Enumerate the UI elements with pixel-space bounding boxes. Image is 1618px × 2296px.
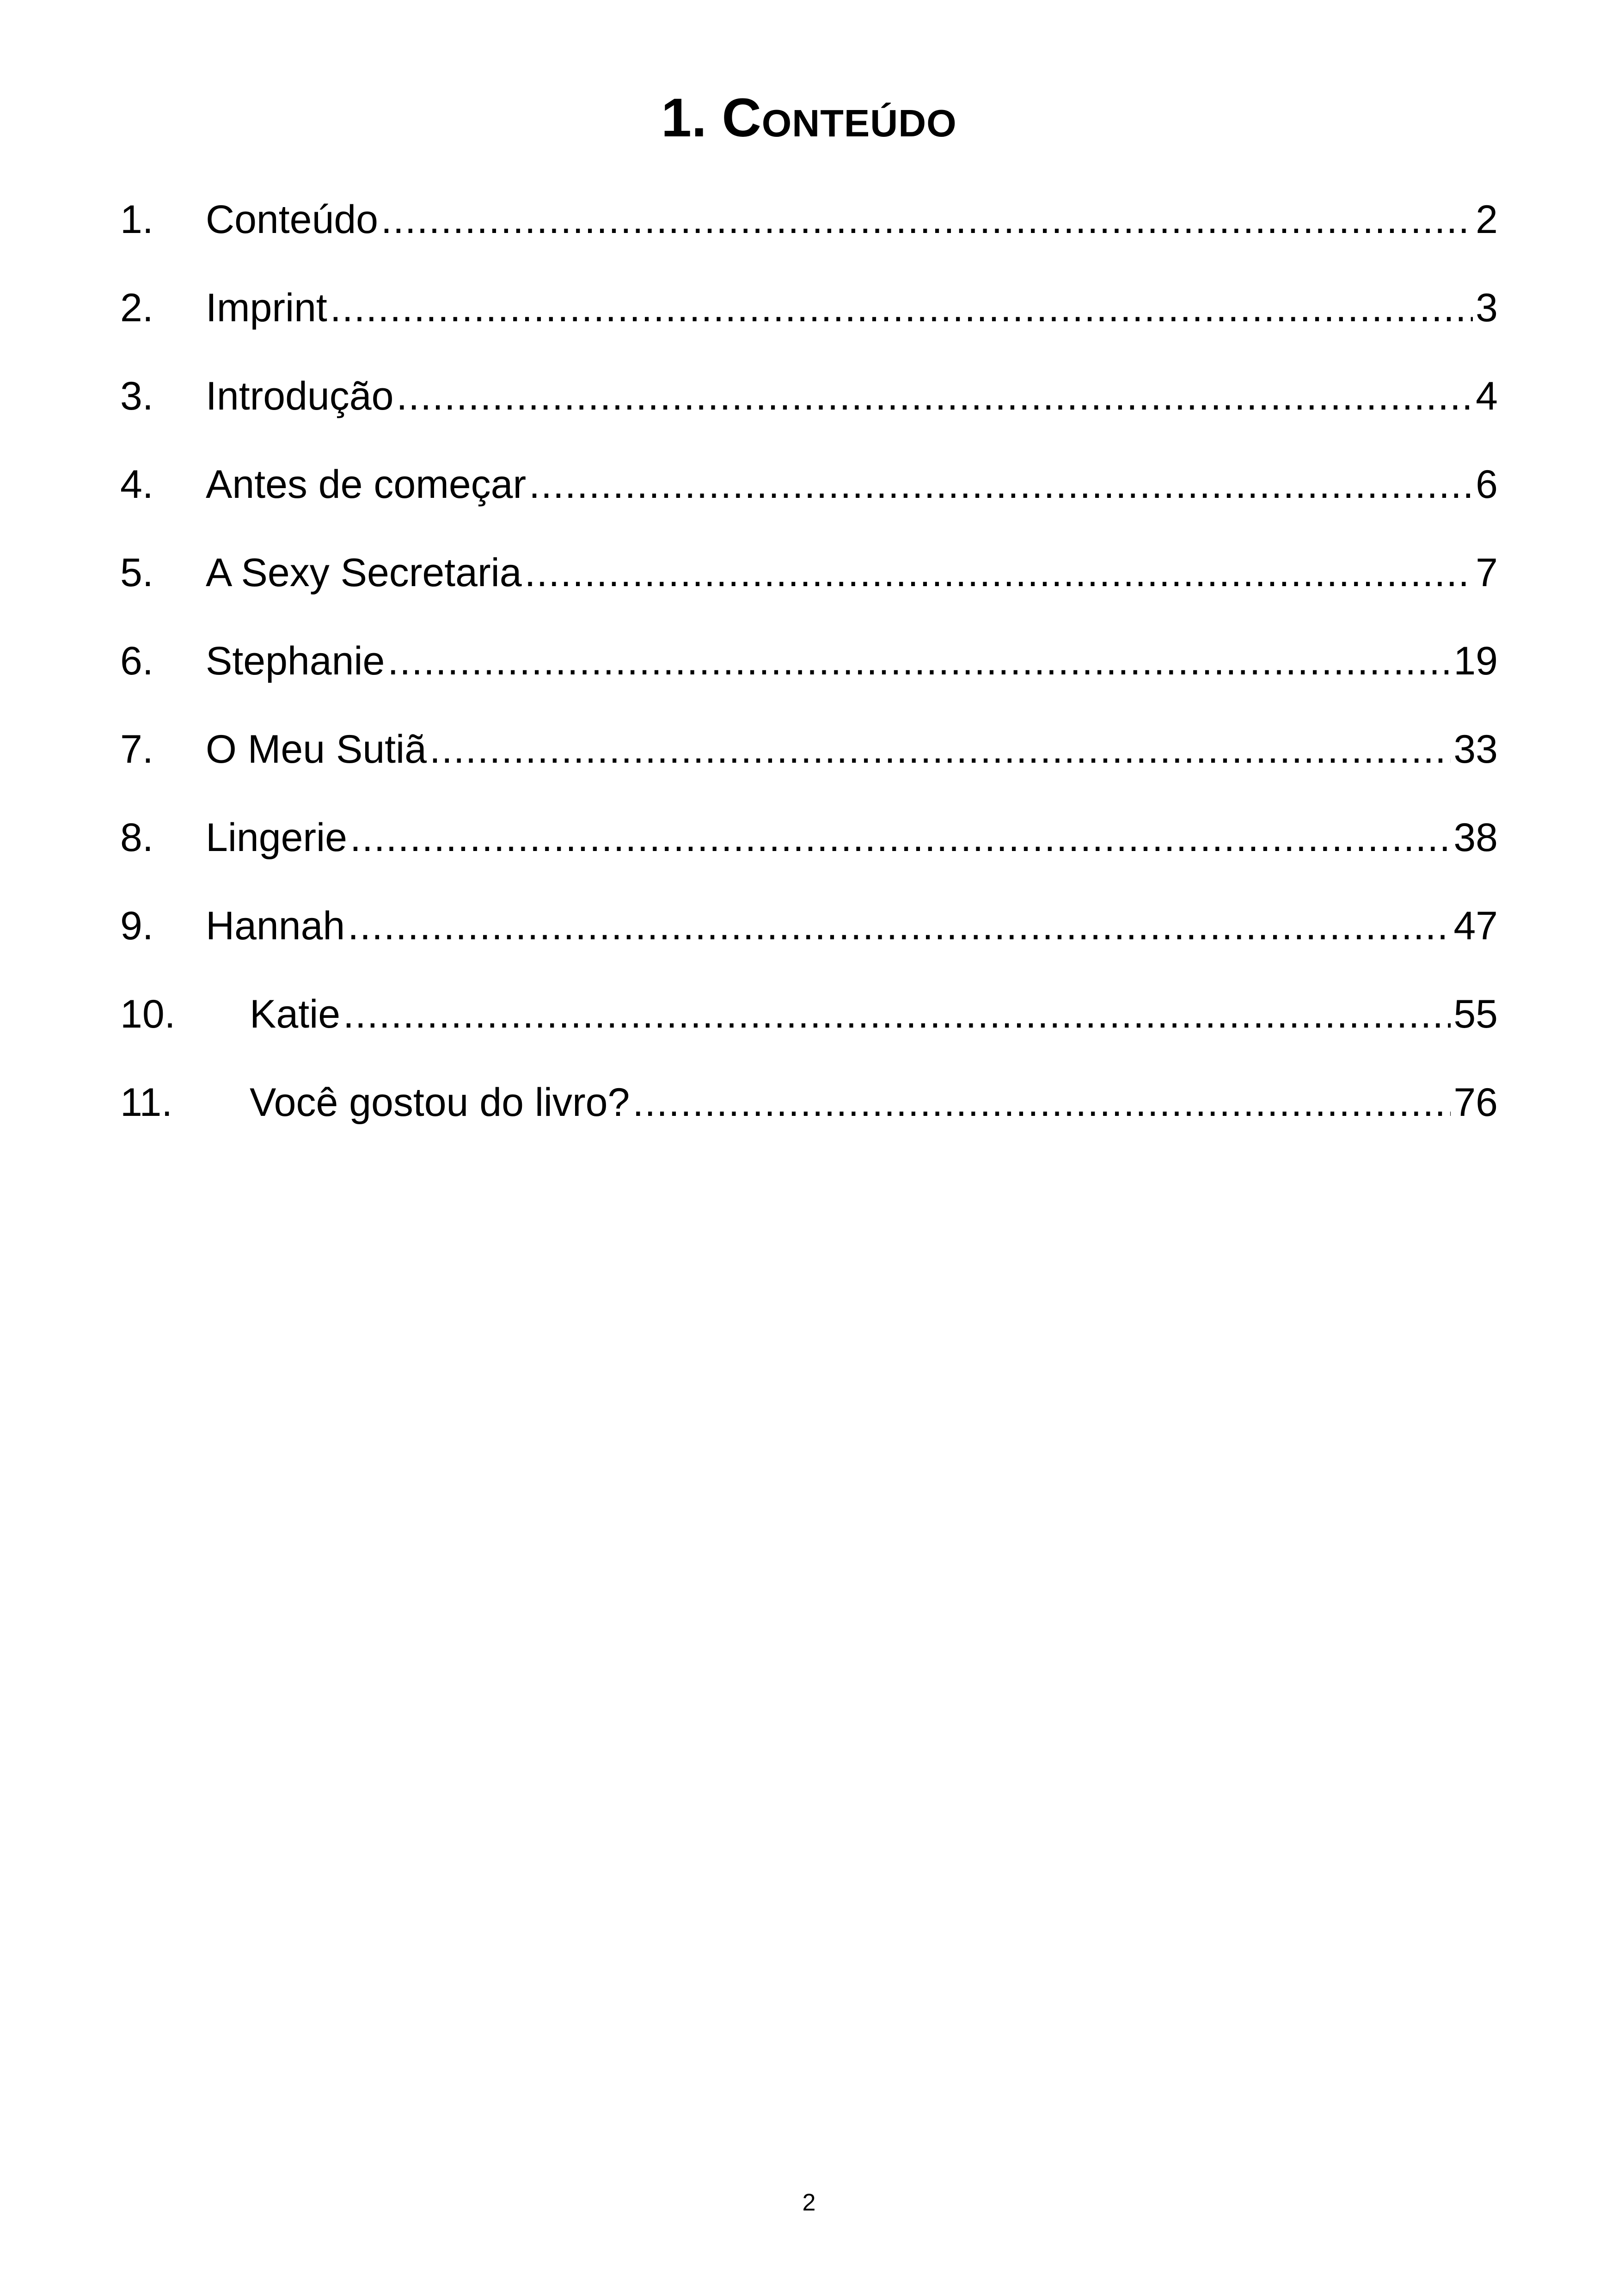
toc-dot-leader: [381, 176, 1473, 264]
toc-dot-leader: [348, 882, 1451, 970]
toc-entry[interactable]: [120, 882, 1498, 970]
toc-dot-leader: [343, 970, 1451, 1059]
toc-entry[interactable]: [120, 970, 1498, 1059]
toc-entry[interactable]: [120, 352, 1498, 441]
title-number: 1.: [661, 87, 707, 148]
toc-entry-label: Conteúdo: [206, 197, 378, 242]
toc-entry[interactable]: [120, 529, 1498, 617]
toc-entry-page: 3: [1476, 286, 1498, 330]
toc-entry-page: 19: [1453, 639, 1498, 683]
toc-dot-leader: [330, 264, 1473, 352]
toc-entry-number: 3.: [120, 374, 153, 418]
toc-entry-number: 11.: [120, 1080, 173, 1125]
toc-entry-label: Você gostou do livro?: [250, 1080, 630, 1125]
page-title: [0, 83, 1618, 153]
toc-entry-number: 9.: [120, 904, 153, 948]
toc-entry-page: 7: [1476, 551, 1498, 595]
toc-dot-leader: [529, 441, 1473, 529]
toc-entry-number: 7.: [120, 727, 153, 771]
toc-entry[interactable]: [120, 794, 1498, 882]
toc-entry-label: A Sexy Secretaria: [206, 551, 522, 595]
toc-entry-label: Stephanie: [206, 639, 385, 683]
toc-entry-number: 10.: [120, 992, 176, 1036]
toc-entry-page: 4: [1476, 374, 1498, 418]
toc-dot-leader: [387, 617, 1451, 705]
toc-entry-label: O Meu Sutiã: [206, 727, 427, 771]
toc-dot-leader: [350, 794, 1451, 882]
toc-entry-page: 76: [1453, 1080, 1498, 1125]
toc-entry-label: Introdução: [206, 374, 394, 418]
toc-entry-page: 55: [1453, 992, 1498, 1036]
toc-entry-page: 33: [1453, 727, 1498, 771]
toc-entry-number: 4.: [120, 462, 153, 507]
toc-entry-number: 8.: [120, 815, 153, 860]
toc-entry[interactable]: [120, 705, 1498, 794]
title-text: Conteúdo: [722, 87, 957, 148]
toc-entry-number: 5.: [120, 551, 153, 595]
toc-dot-leader: [396, 352, 1473, 441]
toc-entry-label: Antes de começar: [206, 462, 527, 507]
toc-entry-number: 6.: [120, 639, 153, 683]
toc-entry-page: 47: [1453, 904, 1498, 948]
toc-entry-page: 38: [1453, 815, 1498, 860]
toc-entry[interactable]: [120, 264, 1498, 352]
toc-entry-page: 6: [1476, 462, 1498, 507]
toc-dot-leader: [632, 1059, 1451, 1147]
toc-entry[interactable]: [120, 176, 1498, 264]
toc-entry-label: Lingerie: [206, 815, 347, 860]
toc-dot-leader: [525, 529, 1473, 617]
toc-entry-label: Imprint: [206, 286, 327, 330]
toc-entry[interactable]: [120, 441, 1498, 529]
toc-entry-label: Hannah: [206, 904, 345, 948]
page-number: 2: [802, 2189, 816, 2216]
toc-entry[interactable]: [120, 1059, 1498, 1147]
toc-entry-page: 2: [1476, 197, 1498, 242]
table-of-contents: [120, 176, 1498, 1147]
toc-entry-label: Katie: [250, 992, 341, 1036]
toc-entry[interactable]: [120, 617, 1498, 705]
toc-dot-leader: [429, 705, 1451, 794]
toc-entry-number: 2.: [120, 286, 153, 330]
toc-entry-number: 1.: [120, 197, 153, 242]
